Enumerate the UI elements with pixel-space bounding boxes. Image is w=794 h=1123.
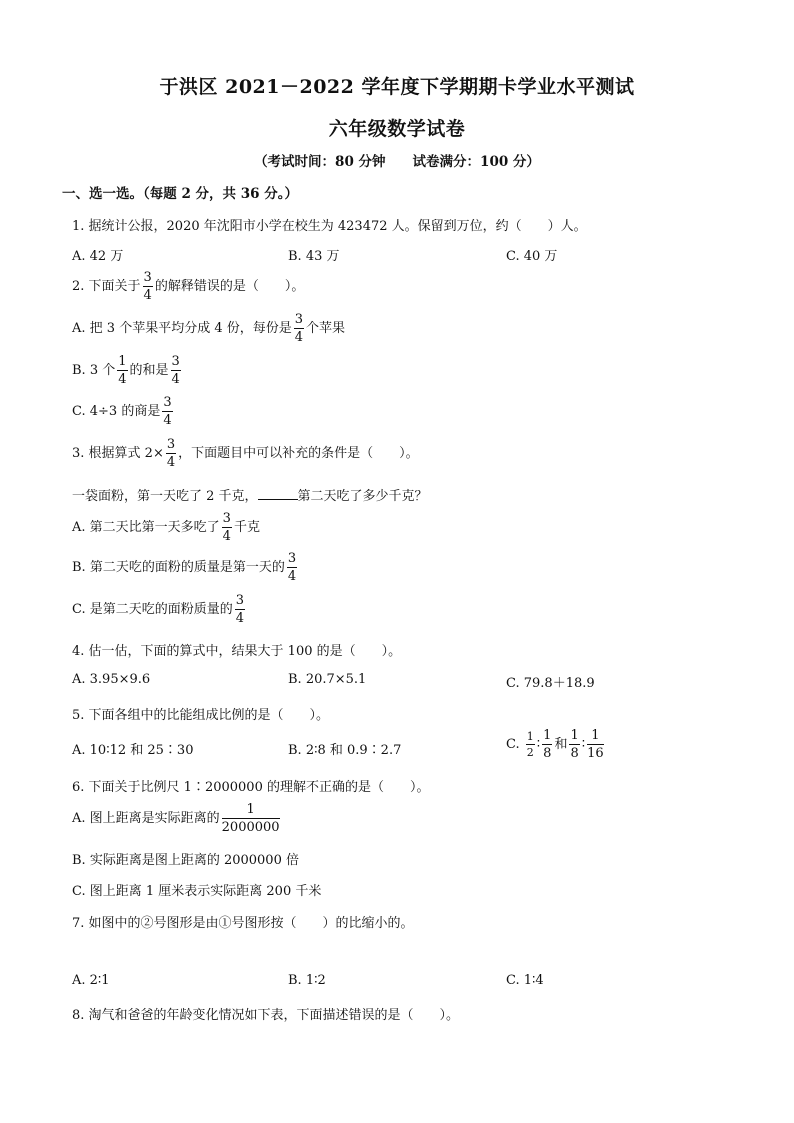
fraction-1-8: $\frac{1}{8}$	[570, 728, 579, 761]
question-2-option-b: B. 3 个 $\frac{1}{4}$ 的和是 $\frac{3}{4}$	[72, 354, 180, 387]
fraction-3-4: $\frac{3}{4}$	[287, 551, 297, 584]
question-4-stem: 4. 估一估，下面的算式中，结果大于 100 的是（ ）。	[72, 644, 402, 659]
exam-info: （考试时间：80 分钟 试卷满分：100 分）	[254, 154, 540, 170]
fraction-3-4: $\frac{3}{4}$	[235, 593, 245, 626]
fraction-3-4: $\frac{3}{4}$	[143, 270, 152, 303]
page-subtitle: 六年级数学试卷	[328, 118, 466, 140]
question-7-stem: 7. 如图中的②号图形是由①号图形按（ ）的比缩小的。	[72, 916, 414, 931]
question-3-context: 一袋面粉，第一天吃了 2 千克， 第二天吃了多少千克？	[72, 489, 428, 504]
question-7-option-c: C. 1∶4	[506, 973, 544, 988]
section-heading: 一、选一选。（每题 2 分，共 36 分。）	[62, 186, 298, 202]
question-2-option-c: C. 4÷3 的商是 $\frac{3}{4}$	[72, 395, 172, 428]
question-1-option-a: A. 42 万	[72, 249, 124, 264]
fraction-3-4: $\frac{3}{4}$	[166, 437, 176, 470]
question-7-option-b: B. 1∶2	[288, 973, 326, 988]
fraction-1-8: $\frac{1}{8}$	[543, 728, 552, 761]
question-3-option-b: B. 第二天吃的面粉的质量是第一天的 $\frac{3}{4}$	[72, 551, 297, 584]
question-5-option-b: B. 2∶8 和 0.9∶2.7	[288, 743, 402, 758]
question-3-option-c: C. 是第二天吃的面粉质量的 $\frac{3}{4}$	[72, 593, 245, 626]
question-5-stem: 5. 下面各组中的比能组成比例的是（ ）。	[72, 708, 330, 723]
question-3-option-a: A. 第二天比第一天多吃了 $\frac{3}{4}$ 千克	[72, 511, 260, 544]
question-7-option-a: A. 2∶1	[72, 973, 110, 988]
question-3-stem: 3. 根据算式 2× $\frac{3}{4}$ ，下面题目中可以补充的条件是（ ）。	[72, 437, 419, 470]
question-4-option-b: B. 20.7×5.1	[288, 672, 367, 687]
fraction-3-4: $\frac{3}{4}$	[171, 354, 180, 387]
fraction-3-4: $\frac{3}{4}$	[294, 312, 304, 345]
question-6-option-b: B. 实际距离是图上距离的 2000000 倍	[72, 853, 299, 868]
fraction-3-4: $\frac{3}{4}$	[163, 395, 172, 428]
fraction-1-2000000: $\frac{1}{2000000}$	[221, 802, 280, 835]
question-2-stem	[72, 271, 304, 302]
question-5-option-c: C. $\frac{1}{2}$ ∶ $\frac{1}{8}$ 和 $\frac{1}{8}$ ∶ $\frac{1}{16}$	[506, 728, 604, 761]
fraction-1-4: $\frac{1}{4}$	[118, 354, 127, 387]
question-2-option-a: A. 把 3 个苹果平均分成 4 份，每份是 $\frac{3}{4}$ 个苹果	[72, 312, 346, 345]
fraction-1-2: $\frac{1}{2}$	[526, 730, 534, 759]
question-4-option-a: A. 3.95×9.6	[72, 672, 151, 687]
question-5-option-a: A. 10∶12 和 25∶30	[72, 743, 194, 758]
question-1-option-b: B. 43 万	[288, 249, 340, 264]
fraction-1-16: $\frac{1}{16}$	[587, 728, 604, 761]
question-6-stem: 6. 下面关于比例尺 1∶2000000 的理解不正确的是（ ）。	[72, 780, 430, 795]
question-6-option-a: A. 图上距离是实际距离的 $\frac{1}{2000000}$	[72, 802, 280, 835]
question-2-stem-post: 的解释错误的是（ ）。	[154, 279, 305, 294]
page-title: 于洪区 2021－2022 学年度下学期期卡学业水平测试	[159, 76, 635, 98]
question-4-option-c: C. 79.8＋18.9	[506, 676, 595, 691]
question-1-stem: 1. 据统计公报，2020 年沈阳市小学在校生为 423472 人。保留到万位，约（ ）人。	[72, 219, 587, 234]
question-8-stem: 8. 淘气和爸爸的年龄变化情况如下表，下面描述错误的是（ ）。	[72, 1008, 460, 1023]
answer-blank	[258, 487, 298, 500]
question-1-option-c: C. 40 万	[506, 249, 558, 264]
fraction-3-4: $\frac{3}{4}$	[222, 511, 231, 544]
question-2-stem-pre: 2. 下面关于	[72, 279, 141, 294]
question-6-option-c: C. 图上距离 1 厘米表示实际距离 200 千米	[72, 884, 322, 899]
